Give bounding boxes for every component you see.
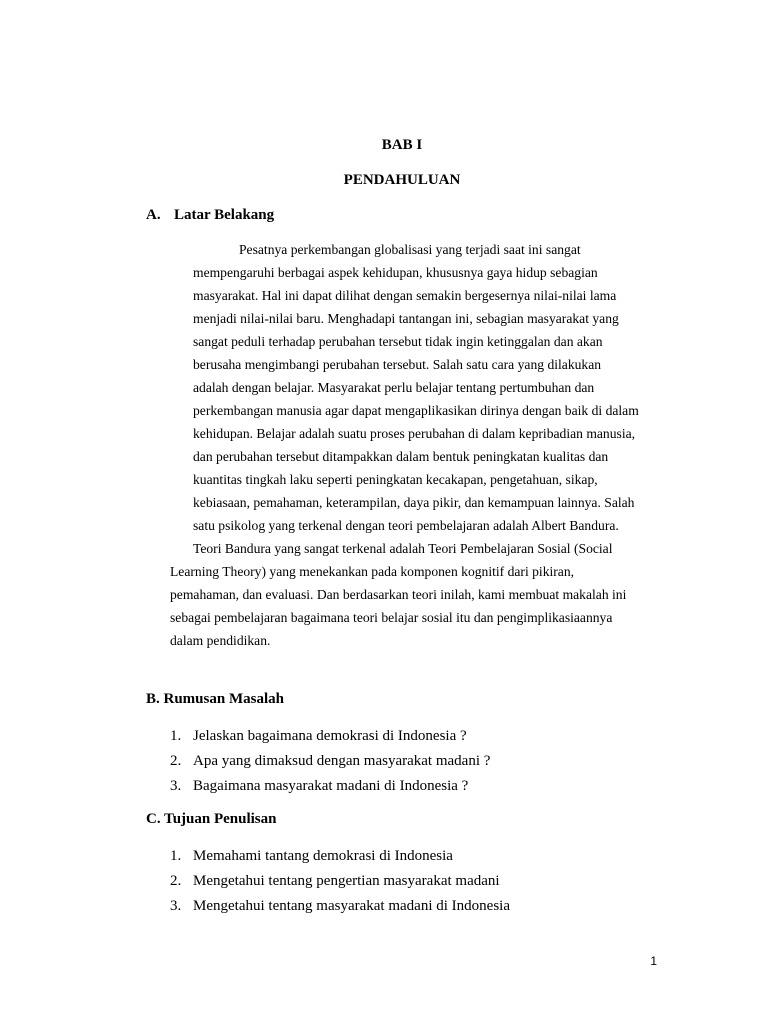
paragraph-line: Teori Bandura yang sangat terkenal adalah Teori Pembelajaran Sosial (Social xyxy=(193,541,613,556)
list-number: 1. xyxy=(170,848,182,864)
list-text: Memahami tantang demokrasi di Indonesia xyxy=(193,848,453,864)
section-c-heading: C. Tujuan Penulisan xyxy=(146,811,277,827)
paragraph-line: satu psikolog yang terkenal dengan teori pembelajaran adalah Albert Bandura. xyxy=(193,518,619,533)
paragraph-line: sangat peduli terhadap perubahan tersebut tidak ingin ketinggalan dan akan xyxy=(193,334,603,349)
page-number: 1 xyxy=(650,954,657,968)
paragraph-line: kebiasaan, pemahaman, keterampilan, daya pikir, dan kemampuan lainnya. Salah xyxy=(193,495,635,510)
chapter-number: BAB I xyxy=(381,137,423,153)
chapter-title: PENDAHULUAN xyxy=(343,172,461,188)
paragraph-line: pemahaman, dan evaluasi. Dan berdasarkan teori inilah, kami membuat makalah ini xyxy=(170,587,627,602)
list-item xyxy=(170,871,510,896)
paragraph-line: mempengaruhi berbagai aspek kehidupan, khususnya gaya hidup sebagian xyxy=(193,265,598,280)
paragraph-line: Learning Theory) yang menekankan pada komponen kognitif dari pikiran, xyxy=(170,564,575,579)
section-b-heading: B. Rumusan Masalah xyxy=(146,691,284,707)
list-text: Bagaimana masyarakat madani di Indonesia ? xyxy=(193,778,469,794)
objectives-list xyxy=(170,846,510,921)
problem-list xyxy=(170,726,490,801)
list-text: Jelaskan bagaimana demokrasi di Indonesia ? xyxy=(193,728,467,744)
list-text: Mengetahui tentang pengertian masyarakat madani xyxy=(193,873,500,889)
section-a-title: Latar Belakang xyxy=(174,207,275,223)
list-item xyxy=(170,726,490,751)
list-number: 2. xyxy=(170,753,182,769)
list-number: 1. xyxy=(170,728,182,744)
list-item xyxy=(170,776,490,801)
paragraph-line: Pesatnya perkembangan globalisasi yang terjadi saat ini sangat xyxy=(239,242,581,257)
list-item xyxy=(170,896,510,921)
list-number: 3. xyxy=(170,898,182,914)
list-text: Apa yang dimaksud dengan masyarakat madani ? xyxy=(193,753,491,769)
list-item xyxy=(170,846,510,871)
paragraph-line: perkembangan manusia agar dapat mengaplikasikan dirinya dengan baik di dalam xyxy=(193,403,639,418)
list-text: Mengetahui tentang masyarakat madani di Indonesia xyxy=(193,898,510,914)
paragraph-line: dalam pendidikan. xyxy=(170,633,271,648)
paragraph-line: kuantitas tingkah laku seperti peningkatan kecakapan, pengetahuan, sikap, xyxy=(193,472,598,487)
paragraph-line: menjadi nilai-nilai baru. Menghadapi tantangan ini, sebagian masyarakat yang xyxy=(193,311,619,326)
paragraph-line: kehidupan. Belajar adalah suatu proses perubahan di dalam kepribadian manusia, xyxy=(193,426,636,441)
section-a-label: A. xyxy=(146,207,161,223)
paragraph-line: dan perubahan tersebut ditampakkan dalam bentuk peningkatan kualitas dan xyxy=(193,449,609,464)
paragraph-line: adalah dengan belajar. Masyarakat perlu belajar tentang pertumbuhan dan xyxy=(193,380,595,395)
paragraph-line: sebagai pembelajaran bagaimana teori belajar sosial itu dan pengimplikasiaannya xyxy=(170,610,613,625)
list-number: 2. xyxy=(170,873,182,889)
list-item xyxy=(170,751,490,776)
section-a-heading xyxy=(146,207,274,224)
list-number: 3. xyxy=(170,778,182,794)
paragraph-line: berusaha mengimbangi perubahan tersebut. Salah satu cara yang dilakukan xyxy=(193,357,602,372)
paragraph-line: masyarakat. Hal ini dapat dilihat dengan semakin bergesernya nilai-nilai lama xyxy=(193,288,617,303)
